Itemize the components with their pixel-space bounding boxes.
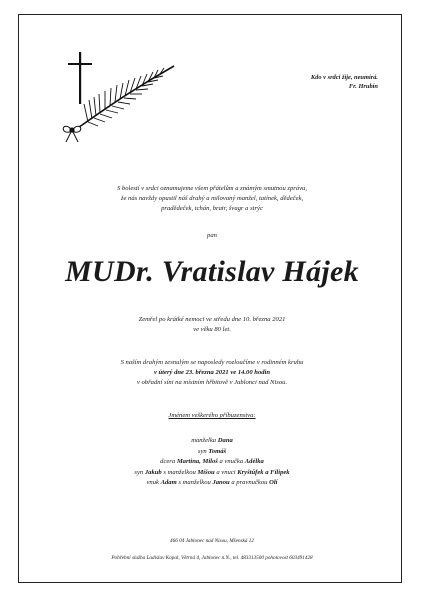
intro-line: že nás navždy opustil náš drahý a milovaný manžel, tatínek, dědeček, xyxy=(120,195,304,202)
family-name: Janou xyxy=(212,479,230,486)
title-prefix: pan xyxy=(207,232,217,239)
funeral-line: S naším drahým zesnulým se naposledy rozloučíme v rodinném kruhu xyxy=(120,359,304,366)
family-text: a pravnučkou xyxy=(229,479,270,486)
family-line-daughter xyxy=(30,457,394,468)
family-name: Adélka xyxy=(244,458,264,465)
family-line-grandson xyxy=(30,478,394,489)
funeral-notice xyxy=(30,358,394,388)
intro-line: pradědeček, tchán, bratr, švagr a strýc xyxy=(161,205,263,212)
quote xyxy=(250,73,378,91)
family-address: 466 04 Jablonec nad Nisou, Mšenská 12 xyxy=(170,538,254,544)
family-line-wife xyxy=(30,436,394,447)
family-name: Jakub xyxy=(144,468,162,476)
family-text: dcera xyxy=(160,458,177,465)
family-list xyxy=(30,436,394,489)
family-text: s manželkou xyxy=(176,479,213,486)
family-line-son-jakub xyxy=(30,468,394,479)
signed-by: Jménem veškerého příbuzenstva: xyxy=(168,412,256,419)
family-text: s manželkou xyxy=(161,468,198,476)
death-notice xyxy=(30,315,394,335)
family-line-son xyxy=(30,447,394,458)
death-line: ve věku 80 let. xyxy=(193,326,231,333)
family-text: a vnučka xyxy=(217,458,245,465)
family-name: Martina, Miloš xyxy=(176,458,218,465)
intro-line: S bolestí v srdci oznamujeme všem přátelům a známým smutnou zprávu, xyxy=(116,185,308,192)
family-text: syn xyxy=(134,468,145,476)
family-text: a vnuci xyxy=(214,468,238,476)
family-text: manželka xyxy=(191,437,218,444)
family-name: Adam xyxy=(160,479,177,486)
family-name: Olí xyxy=(269,479,278,486)
family-name: Kryštůfek a Filipek xyxy=(237,468,290,476)
death-line: Zemřel po krátké nemoci ve středu dne 10. března 2021 xyxy=(138,316,286,323)
family-text: vnuk xyxy=(146,479,161,486)
cross-and-palm-branch-icon xyxy=(58,52,178,144)
quote-text: Kdo v srdci žije, neumírá. xyxy=(310,74,378,81)
family-text: syn xyxy=(197,447,209,455)
funeral-date-text: v úterý dne 23. března 2021 ve 14.00 hodin xyxy=(153,369,271,376)
family-name: Dana xyxy=(217,437,233,444)
funeral-location: v obřadní síni na místním hřbitově v Jablonci nad Nisou. xyxy=(136,379,288,386)
intro-paragraph xyxy=(30,184,394,214)
deceased-name: MUDr. Vratislav Hájek xyxy=(65,255,359,288)
family-name: Míšou xyxy=(197,468,215,476)
quote-author: Fr. Hrubín xyxy=(348,83,378,90)
funeral-date xyxy=(30,368,394,378)
family-name: Tomáš xyxy=(208,447,227,455)
funeral-service-info: Pohřební služba Ladislav Kopal, Větrná 4, Jablonec n.N., tel. 483313500 pohotovost 603491428 xyxy=(111,555,313,561)
